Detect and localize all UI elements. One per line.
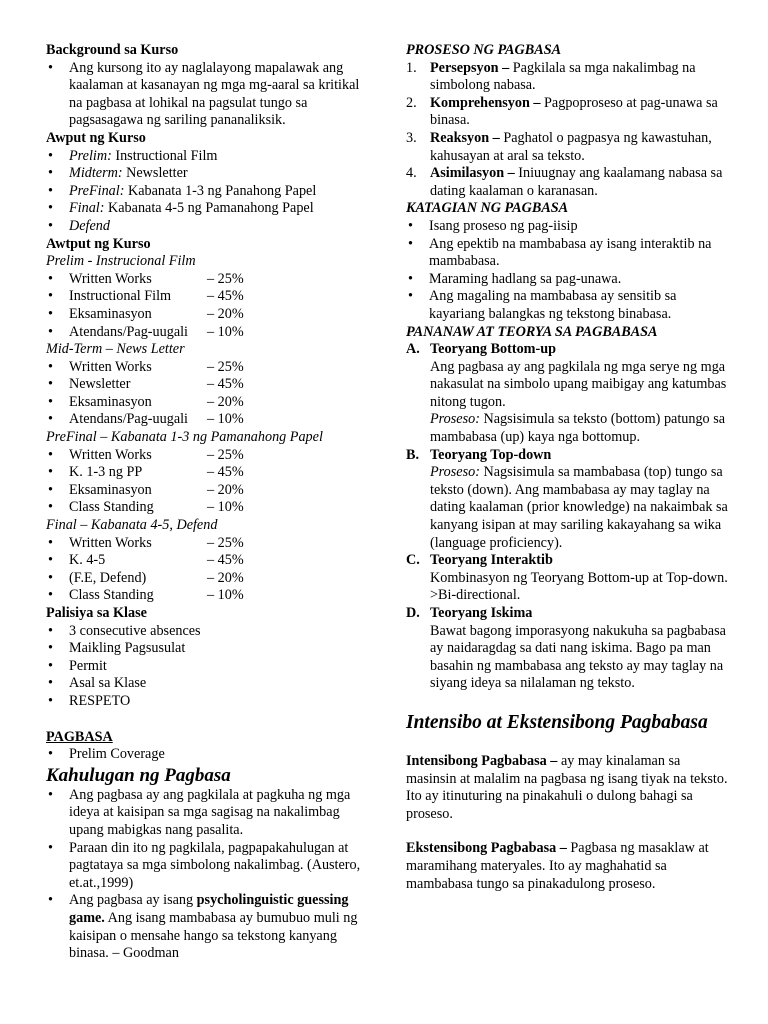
katagian-list xyxy=(406,218,728,324)
katagian-item: • Ang epektib na mambabasa ay isang interaktib na mambabasa. xyxy=(406,236,728,271)
grade-group-midterm xyxy=(46,341,376,429)
theory-iskima: D. Teoryang Iskima Bawat bagong imporasyong nakukuha sa pagbabasa ay naidaragdag sa dati nang iskima. Bago pa man basahin ng mambabasa ang teksto ay may taglay na siyang ideya sa nilalaman ng teksto. xyxy=(406,605,728,693)
policy-list xyxy=(46,623,376,711)
awtput-heading: Awtput ng Kurso xyxy=(46,235,151,252)
kahulugan-list xyxy=(46,787,376,963)
grade-group-title: Prelim - Instrucional Film xyxy=(46,253,196,270)
grade-row: • Atendans/Pag-uugali – 10% xyxy=(46,324,376,342)
grade-group-title: PreFinal – Kabanata 1-3 ng Pamanahong Papel xyxy=(46,429,323,446)
grade-group-prefinal xyxy=(46,429,376,517)
katagian-heading: KATAGIAN NG PAGBASA xyxy=(406,200,569,217)
theory-text: Ang pagbasa ay ang pagkilala ng mga serye ng mga nakasulat na simbolo upang maibigay ang katumbas nitong tugon. xyxy=(430,358,727,410)
katagian-item: • Isang proseso ng pag-iisip xyxy=(406,218,728,236)
proseso-item: 1. Persepsyon – Pagkilala sa mga nakalimbag na simbolong nabasa. xyxy=(406,59,696,94)
theory-text: Bawat bagong imporasyong nakukuha sa pagbabasa ay naidaragdag sa dati nang iskima. Bago pa man basahin ng mambabasa ang teksto ay may taglay na siyang ideya sa nilalaman ng teksto. xyxy=(430,622,726,692)
kahulugan-item: • Ang pagbasa ay isang psycholinguistic guessing game. Ang isang mambabasa ay bumubuo muli ng kaisipan o mensahe hango sa tekstong kanyang binasa. – Goodman xyxy=(46,892,376,962)
katagian-item: • Ang magaling na mambabasa ay sensitib sa kayariang balangkas ng tekstong binabasa. xyxy=(406,288,728,323)
theory-title: Teoryang Interaktib xyxy=(430,552,553,569)
grade-row: • Written Works – 25% xyxy=(46,271,376,289)
grade-row: • Class Standing – 10% xyxy=(46,499,376,517)
intensibo-paragraph: Intensibong Pagbabasa – ay may kinalaman sa masinsin at malalim na pagbasa ng isang tiyak na teksto. Ito ay itinuturing na pinakahuli o dulong bahagi sa proseso. xyxy=(406,752,728,822)
awput-heading: Awput ng Kurso xyxy=(46,129,146,146)
theory-list xyxy=(406,341,728,693)
theory-title: Teoryang Bottom-up xyxy=(430,341,556,358)
theory-text: Proseso: Nagsisimula sa mambabasa (top) tungo sa teksto (down). Ang mambabasa ay may taglay na dating kaalaman (prior knowledge) na nakaimbak sa kanyang isipan at may sariling kakayahang sa wika (language proficiency). xyxy=(430,464,728,551)
kahulugan-heading: Kahulugan ng Pagbasa xyxy=(46,764,231,786)
awput-item: • Prelim: Instructional Film xyxy=(46,148,376,166)
proseso-item: 4. Asimilasyon – Iniuugnay ang kaalamang nabasa sa dating kaalaman o karanasan. xyxy=(406,165,723,199)
ekstensibo-paragraph: Ekstensibong Pagbabasa – Pagbasa ng masaklaw at maramihang materyales. Ito ay maghahatid sa mambabasa tungo sa pinakadulong proseso. xyxy=(406,840,709,892)
background-text: • Ang kursong ito ay naglalayong mapalawak ang kaalaman at kasanayan ng mga mg-aaral sa kritikal na pagbasa at lohikal na pagsulat tungo sa pagsasagawa ng sariling pananaliksik. xyxy=(46,60,376,130)
policy-item: • Maikling Pagsusulat xyxy=(46,640,376,658)
grade-row: • Eksaminasyon – 20% xyxy=(46,482,376,500)
theory-text: Proseso: Nagsisimula sa teksto (bottom) patungo sa mambabasa (up) kaya nga bottomup. xyxy=(430,411,726,446)
policy-item: • 3 consecutive absences xyxy=(46,623,376,641)
theory-text: Kombinasyon ng Teoryang Bottom-up at Top-down. >Bi-directional. xyxy=(430,569,728,604)
kahulugan-item: • Ang pagbasa ay ang pagkilala at pagkuha ng mga ideya at kaisipan sa mga sagisag na nakalimbag upang mabigkas nang pasalita. xyxy=(46,787,376,840)
awput-item: • Midterm: Newsletter xyxy=(46,165,376,183)
awput-list xyxy=(46,148,376,236)
grade-row: • Class Standing – 10% xyxy=(46,587,376,605)
proseso-item: 3. Reaksyon – Paghatol o pagpasya ng kawastuhan, kahusayan at aral sa teksto. xyxy=(406,129,712,164)
right-column xyxy=(406,42,728,893)
theory-title: Teoryang Iskima xyxy=(430,605,533,621)
awput-item: • Final: Kabanata 4-5 ng Pamanahong Papel xyxy=(46,200,376,218)
grade-row: • Written Works – 25% xyxy=(46,447,376,465)
grade-row: • Written Works – 25% xyxy=(46,535,376,553)
policy-item: • RESPETO xyxy=(46,693,376,711)
grade-row: • Atendans/Pag-uugali – 10% xyxy=(46,411,376,429)
grade-row: • Newsletter – 45% xyxy=(46,376,376,394)
left-column xyxy=(46,42,376,963)
grade-group-final xyxy=(46,517,376,605)
grade-group-title: Mid-Term – News Letter xyxy=(46,341,185,358)
theory-interaktib: C. Teoryang Interaktib Kombinasyon ng Teoryang Bottom-up at Top-down. >Bi-directional. xyxy=(406,552,728,604)
background-heading: Background sa Kurso xyxy=(46,42,179,58)
grade-group-title: Final – Kabanata 4-5, Defend xyxy=(46,517,218,534)
grade-row: • K. 4-5 – 45% xyxy=(46,552,376,570)
awput-item: • PreFinal: Kabanata 1-3 ng Panahong Papel xyxy=(46,183,376,201)
grade-row: • (F.E, Defend) – 20% xyxy=(46,570,376,588)
pagbasa-heading: PAGBASA xyxy=(46,728,113,745)
awput-item: • Defend xyxy=(46,218,376,236)
proseso-item: 2. Komprehensyon – Pagpoproseso at pag-unawa sa binasa. xyxy=(406,94,718,129)
policy-item: • Permit xyxy=(46,658,376,676)
grade-row: • Instructional Film – 45% xyxy=(46,288,376,306)
grade-row: • Written Works – 25% xyxy=(46,359,376,377)
pananaw-heading: PANANAW AT TEORYA SA PAGBABASA xyxy=(406,323,658,340)
theory-title: Teoryang Top-down xyxy=(430,446,552,463)
kahulugan-item: • Paraan din ito ng pagkilala, pagpapakahulugan at pagtataya sa mga simbolong nakalimbag. (Austero, et.at.,1999) xyxy=(46,840,376,893)
pagbasa-item: • Prelim Coverage xyxy=(46,746,376,764)
theory-top-down: B. Teoryang Top-down Proseso: Nagsisimula sa mambabasa (top) tungo sa teksto (down). Ang mambabasa ay may taglay na dating kaalaman (prior knowledge) na nakaimbak sa kanyang isipan at may sariling kakayahang sa wika (language proficiency). xyxy=(406,446,728,551)
theory-bottom-up: A. Teoryang Bottom-up Ang pagbasa ay ang pagkilala ng mga serye ng mga nakasulat na simbolo upang maibigay ang katumbas nitong tugon. Proseso: Nagsisimula sa teksto (bottom) patungo sa mambabasa (up) kaya nga bottomup. xyxy=(406,341,727,446)
proseso-list xyxy=(406,60,728,201)
grade-row: • Eksaminasyon – 20% xyxy=(46,394,376,412)
grade-row: • Eksaminasyon – 20% xyxy=(46,306,376,324)
katagian-item: • Maraming hadlang sa pag-unawa. xyxy=(406,271,728,289)
grade-row: • K. 1-3 ng PP – 45% xyxy=(46,464,376,482)
policy-item: • Asal sa Klase xyxy=(46,675,376,693)
intensibo-heading: Intensibo at Ekstensibong Pagbabasa xyxy=(406,711,708,733)
policy-heading: Palisiya sa Klase xyxy=(46,605,147,621)
grade-group-prelim xyxy=(46,253,376,341)
proseso-heading: PROSESO NG PAGBASA xyxy=(406,42,562,58)
